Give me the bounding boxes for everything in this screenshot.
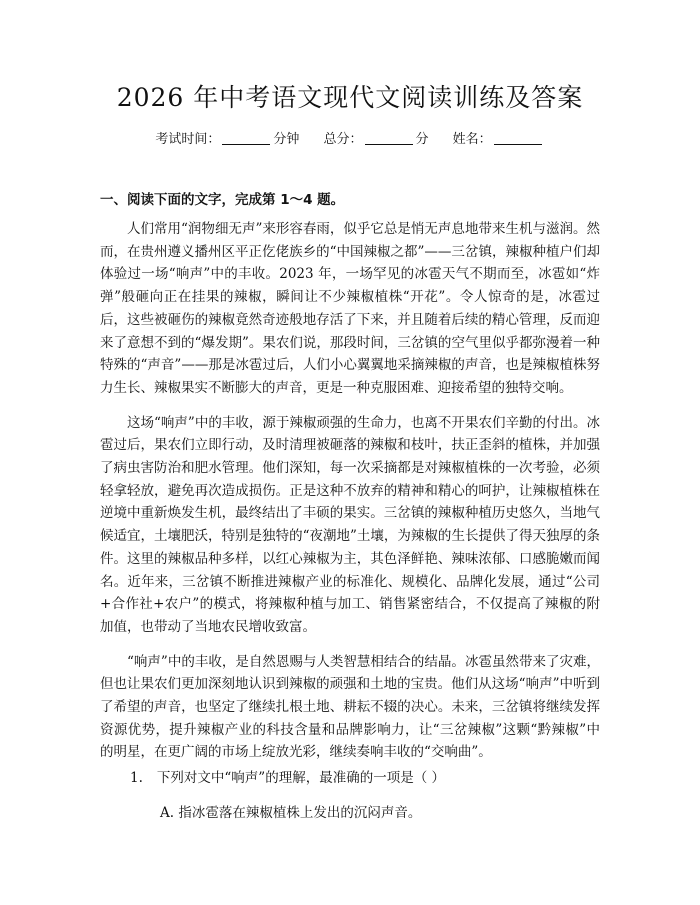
exam-time-unit: 分钟 [273,132,300,147]
question-1 [130,768,445,788]
section-heading: 一、阅读下面的文字，完成第 1～4 题。 [100,192,345,208]
question-number: 1. [130,770,143,786]
name-label: 姓名： [452,132,492,147]
total-score-label: 总分： [323,132,363,147]
total-score-field [323,132,432,147]
document-title: 2026 年中考语文现代文阅读训练及答案 [116,83,584,112]
passage-paragraph: 人们常用“润物细无声”来形容春雨，似乎它总是悄无声息地带来生机与滋润。然而，在贵州遵义播州区平正仡佬族乡的“中国辣椒之都”——三岔镇，辣椒种植户们却体验过一场“响声”中的丰收。2023 年，一场罕见的冰雹天气不期而至，冰雹如“炸弹”般砸向正在挂果的辣椒，瞬间让不少辣椒植株“开花”。令人惊奇的是，冰雹过后，这些被砸伤的辣椒竟然奇迹般地存活了下来，并且随着后续的精心管理，反而迎来了意想不到的“爆发期”。果农们说，那段时间，三岔镇的空气里似乎都弥漫着一种特殊的“声音”——那是冰雹过后，人们小心翼翼地采摘辣椒的声音，也是辣椒植株努力生长、辣椒果实不断膨大的声音，更是一种克服困难、迎接希望的独特交响。 [100,221,600,396]
exam-info-line [0,130,700,150]
passage-paragraph: 这场“响声”中的丰收，源于辣椒顽强的生命力，也离不开果农们辛勤的付出。冰雹过后，果农们立即行动，及时清理被砸落的辣椒和枝叶，扶正歪斜的植株，并加强了病虫害防治和肥水管理。他们深知，每一次采摘都是对辣椒植株的一次考验，必须轻拿轻放，避免再次造成损伤。正是这种不放弃的精神和精心的呵护，让辣椒植株在逆境中重新焕发生机，最终结出了丰硕的果实。三岔镇的辣椒种植历史悠久，当地气候适宜，土壤肥沃，特别是独特的“夜潮地”土壤，为辣椒的生长提供了得天独厚的条件。这里的辣椒品种多样，以红心辣椒为主，其色泽鲜艳、辣味浓郁、口感脆嫩而闻名。近年来，三岔镇不断推进辣椒产业的标准化、规模化、品牌化发展，通过“公司+合作社+农户”的模式，将辣椒种植与加工、销售紧密结合，不仅提高了辣椒的附加值，也带动了当地农民增收致富。 [100,414,600,635]
total-score-blank [365,130,413,145]
name-field [453,132,545,147]
passage-paragraph: “响声”中的丰收，是自然恩赐与人类智慧相结合的结晶。冰雹虽然带来了灾难，但也让果农们更加深刻地认识到辣椒的顽强和土地的宝贵。他们从这场“响声”中听到了希望的声音，也坚定了继续扎根土地、耕耘不辍的决心。未来，三岔镇将继续发挥资源优势，提升辣椒产业的科技含量和品牌影响力，让“三岔辣椒”这颗“黔辣椒”中的明星，在更广阔的市场上绽放光彩，继续奏响丰收的“交响曲”。 [100,653,600,761]
answer-option-a: A. 指冰雹落在辣椒植株上发出的沉闷声音。 [160,805,422,821]
reading-passage [100,218,600,776]
total-score-unit: 分 [415,132,429,147]
exam-time-label: 考试时间： [155,132,221,147]
exam-time-blank [222,130,270,145]
question-text: 下列对文中“响声”的理解，最准确的一项是（ ） [156,770,445,786]
exam-time-field [155,132,303,147]
name-blank [494,130,542,145]
